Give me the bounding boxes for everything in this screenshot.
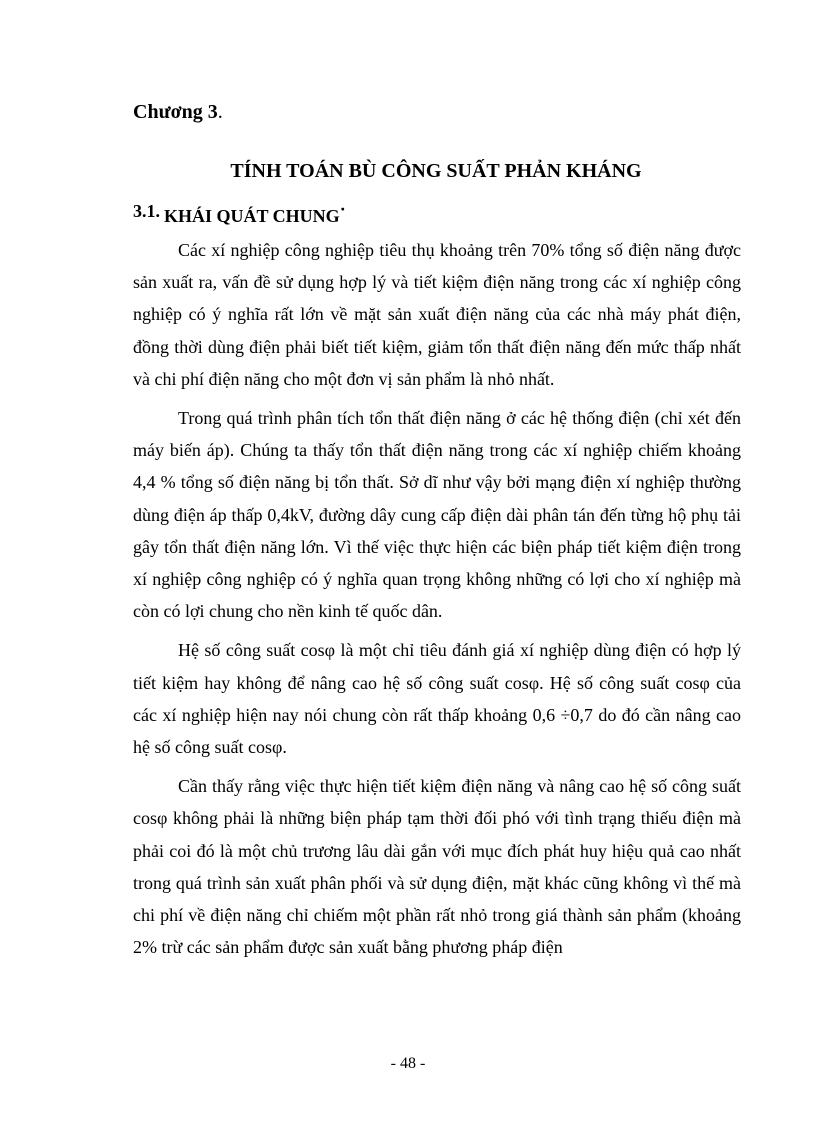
paragraph: Trong quá trình phân tích tổn thất điện năng ở các hệ thống điện (chỉ xét đến máy biến áp). Chúng ta thấy tổn thất điện năng trong các xí nghiệp chiếm khoảng 4,4 % tổng số điện năng bị tổn thất. Sở dĩ như vậy bởi mạng điện xí nghiệp thường dùng điện áp thấp 0,4kV, đường dây cung cấp điện dài phân tán đến từng hộ phụ tải gây tổn thất điện năng lớn. Vì thế việc thực hiện các biện pháp tiết kiệm điện trong xí nghiệp công nghiệp có ý nghĩa quan trọng không những có lợi cho xí nghiệp mà còn có lợi chung cho nền kinh tế quốc dân.: [133, 408, 741, 622]
section-mark: ·: [339, 199, 346, 219]
body-text: [133, 234, 741, 963]
chapter-label: Chương 3: [133, 101, 218, 123]
section-number: 3.1.: [133, 201, 160, 221]
section-heading: [133, 199, 346, 227]
page-number: - 48 -: [390, 1055, 426, 1072]
section-title: KHÁI QUÁT CHUNG: [164, 206, 340, 226]
chapter-punct: .: [217, 101, 223, 123]
paragraph: Các xí nghiệp công nghiệp tiêu thụ khoảng trên 70% tổng số điện năng được sản xuất ra, vấn đề sử dụng hợp lý và tiết kiệm điện năng trong các xí nghiệp công nghiệp có ý nghĩa rất lớn về mặt sản xuất điện năng của các nhà máy phát điện, đồng thời dùng điện phải biết tiết kiệm, giảm tổn thất điện năng đến mức thấp nhất và chi phí điện năng cho một đơn vị sản phẩm là nhỏ nhất.: [133, 240, 741, 389]
paragraph: Cần thấy rằng việc thực hiện tiết kiệm điện năng và nâng cao hệ số công suất cosφ không phải là những biện pháp tạm thời đối phó với tình trạng thiếu điện mà phải coi đó là một chủ trương lâu dài gắn với mục đích phát huy hiệu quả cao nhất trong quá trình sản xuất phân phối và sử dụng điện, mặt khác cũng không vì thế mà chi phí về điện năng chỉ chiếm một phần rất nhỏ trong giá thành sản phẩm (khoảng 2% trừ các sản phẩm được sản xuất bằng phương pháp điện: [133, 776, 741, 958]
chapter-heading: [133, 101, 223, 124]
page-title: TÍNH TOÁN BÙ CÔNG SUẤT PHẢN KHÁNG: [230, 160, 642, 182]
paragraph: Hệ số công suất cosφ là một chỉ tiêu đánh giá xí nghiệp dùng điện có hợp lý tiết kiệm hay không để nâng cao hệ số công suất cosφ. Hệ số công suất cosφ của các xí nghiệp hiện nay nói chung còn rất thấp khoảng 0,6 ÷0,7 do đó cần nâng cao hệ số công suất cosφ.: [133, 640, 741, 758]
